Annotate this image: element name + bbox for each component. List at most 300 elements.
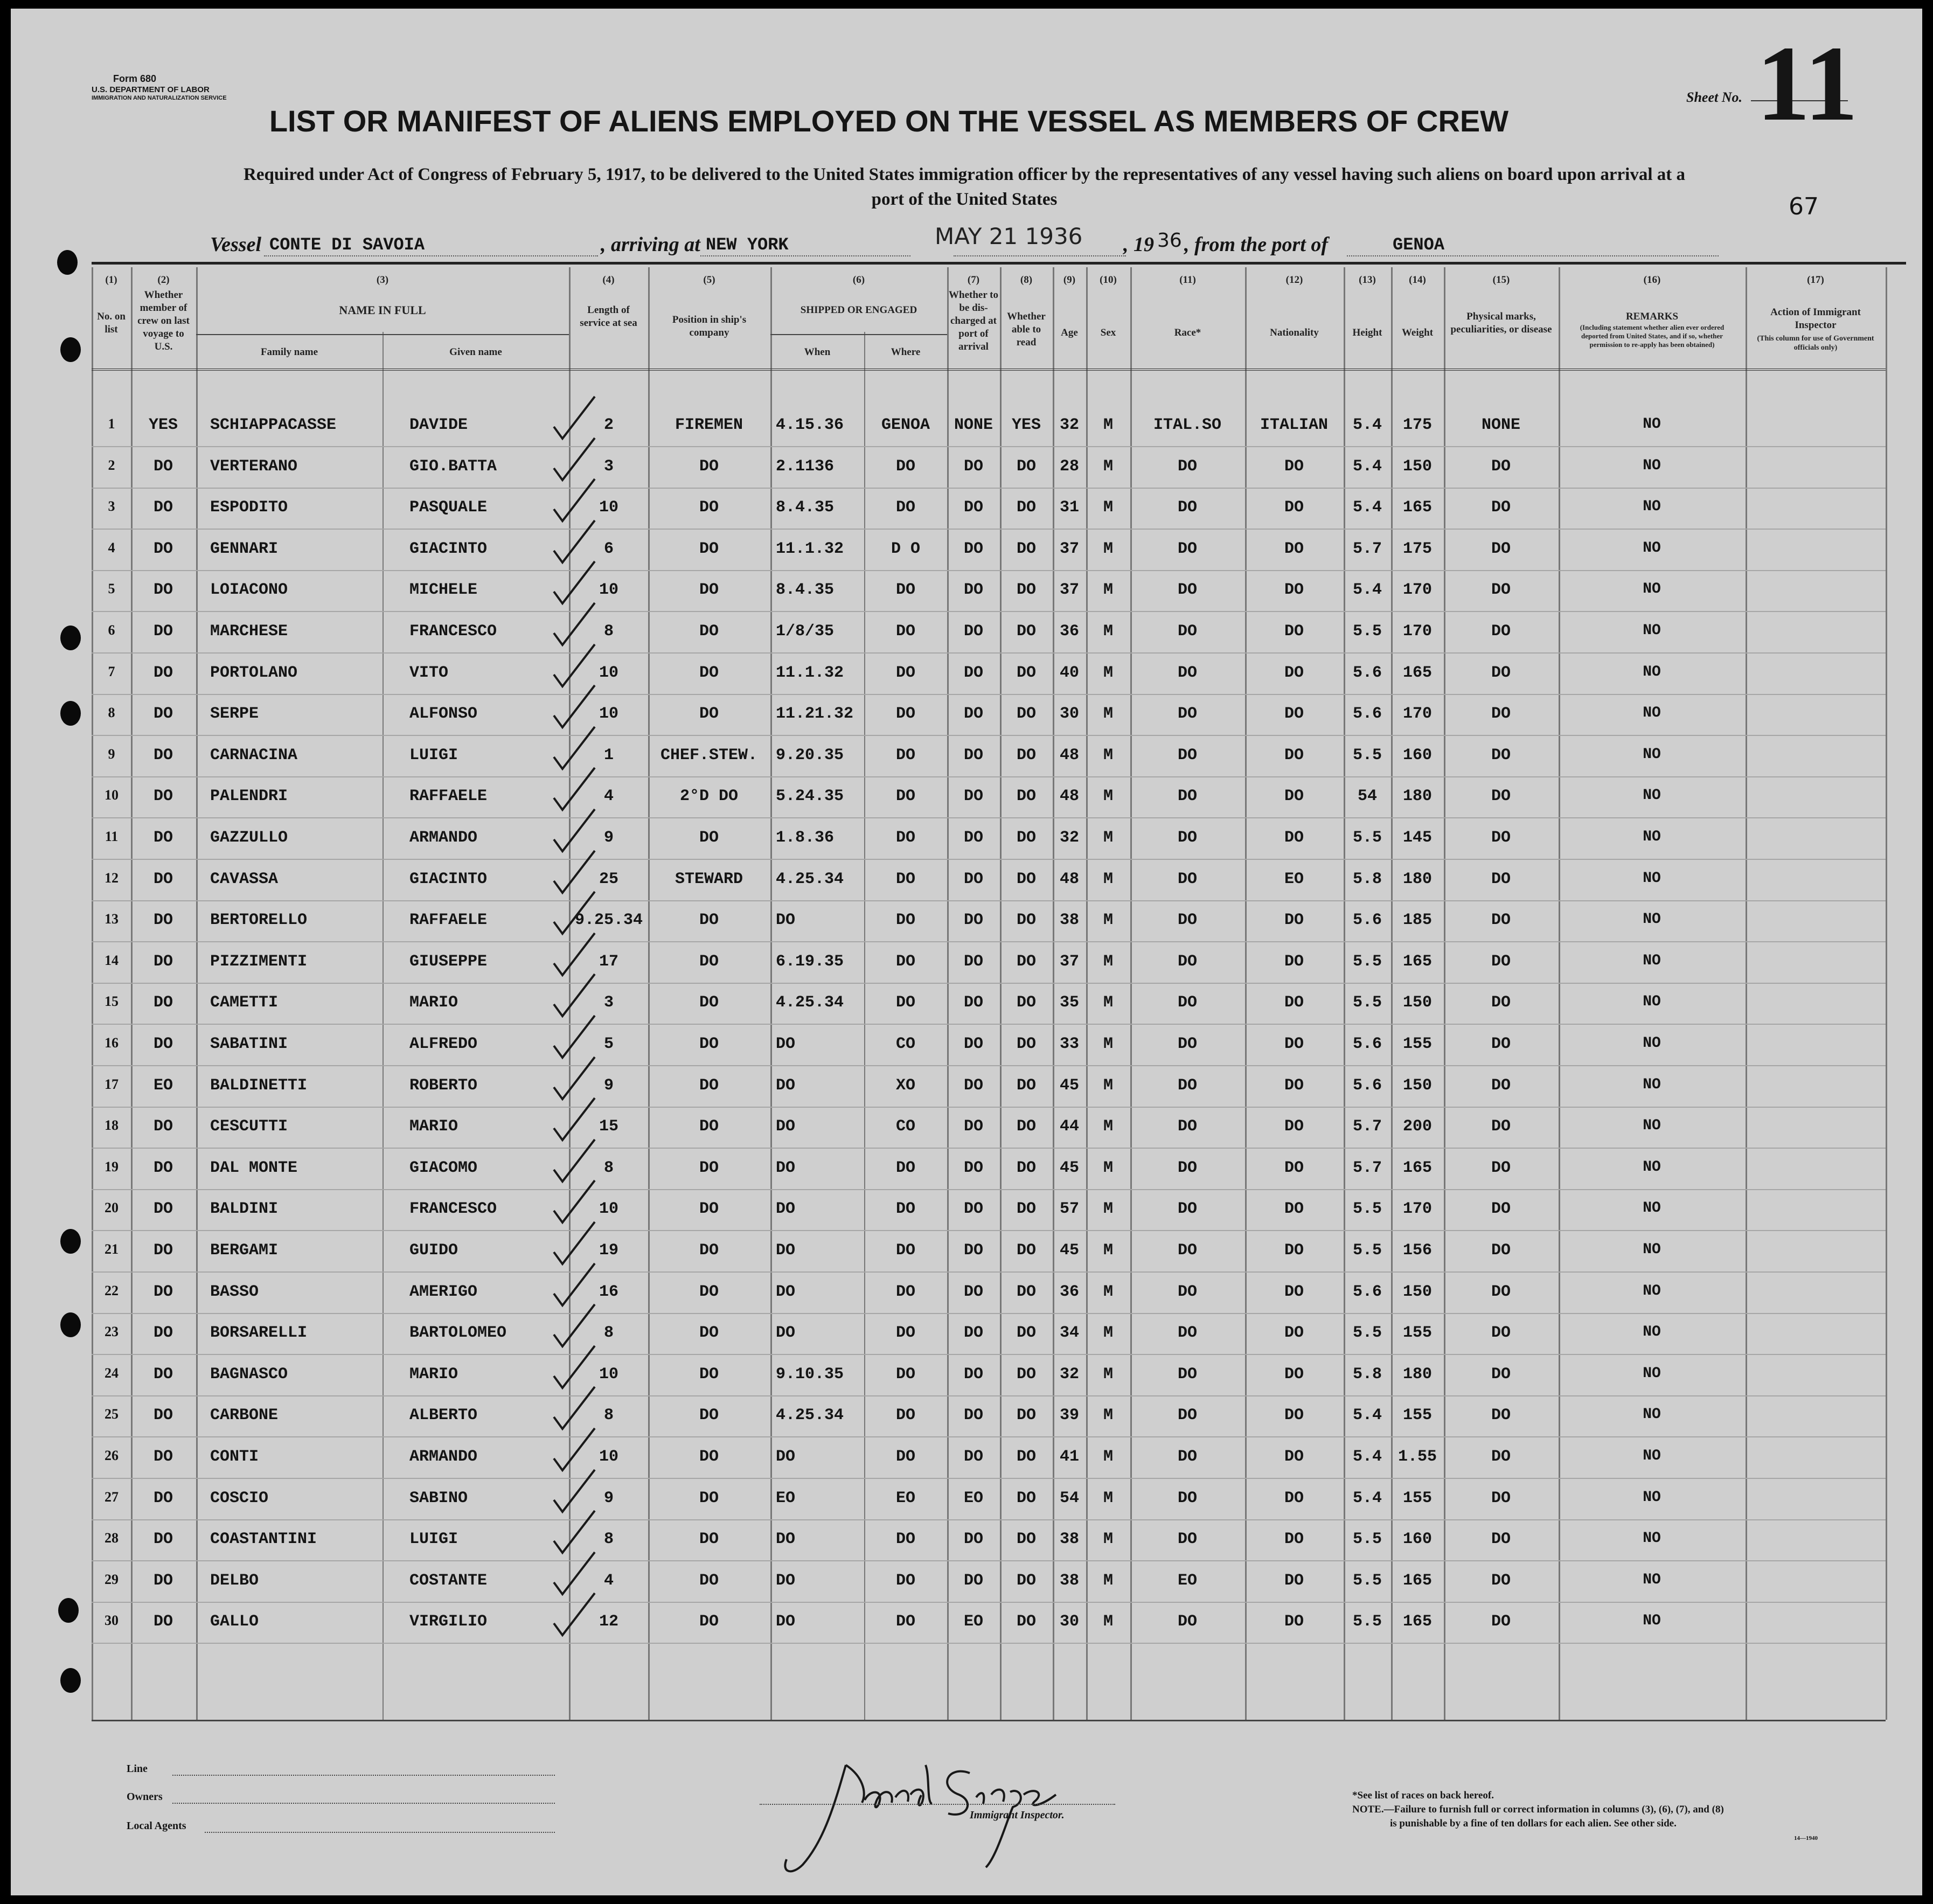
row-7-weight: 165 — [1402, 663, 1432, 682]
row-14-given: GIUSEPPE — [409, 952, 488, 971]
row-29-position: DO — [699, 1571, 719, 1590]
row-19-race: DO — [1177, 1158, 1197, 1177]
row-23-prev: DO — [153, 1324, 173, 1343]
row-3-family: ESPODITO — [210, 498, 288, 517]
col-14-label: Weight — [1401, 327, 1434, 338]
row-10-where: DO — [895, 787, 915, 806]
row-25-nationality: DO — [1284, 1406, 1304, 1425]
row-30-sex: M — [1103, 1613, 1113, 1631]
row-6-prev: DO — [153, 622, 173, 641]
row-21-marks: DO — [1491, 1241, 1511, 1260]
table-bottom-border — [92, 1720, 1886, 1721]
row-2-race: DO — [1177, 457, 1197, 476]
year-prefix: , 19 — [1123, 233, 1154, 256]
row-4-family: GENNARI — [210, 539, 279, 558]
row-20-sex: M — [1103, 1200, 1113, 1219]
row-25-no: 25 — [105, 1406, 119, 1422]
signature-caption: Immigrant Inspector. — [970, 1809, 1065, 1821]
row-24-height: 5.8 — [1352, 1365, 1382, 1384]
row-9-height: 5.5 — [1352, 746, 1382, 765]
check-mark-icon — [550, 1590, 598, 1638]
row-2-height: 5.4 — [1352, 457, 1382, 476]
row-17-where: XO — [895, 1076, 915, 1095]
row-30-discharged: EO — [963, 1613, 983, 1631]
row-2-where: DO — [895, 457, 915, 476]
row-3-height: 5.4 — [1352, 498, 1382, 517]
row-3-weight: 165 — [1402, 498, 1432, 517]
row-20-nationality: DO — [1284, 1200, 1304, 1219]
row-4-marks: DO — [1491, 539, 1511, 558]
row-26-remarks: NO — [1643, 1448, 1661, 1464]
row-27-nationality: DO — [1284, 1489, 1304, 1507]
row-8-where: DO — [895, 705, 915, 724]
row-20-no: 20 — [105, 1200, 119, 1216]
row-24-given: MARIO — [409, 1365, 458, 1384]
row-3-where: DO — [895, 498, 915, 517]
row-rule — [92, 1602, 1886, 1603]
row-8-prev: DO — [153, 705, 173, 724]
col-6-where: Where — [891, 346, 921, 358]
row-rule — [92, 611, 1886, 612]
row-14-age: 37 — [1059, 952, 1079, 971]
row-11-remarks: NO — [1643, 829, 1661, 845]
row-8-height: 5.6 — [1352, 705, 1382, 724]
row-9-remarks: NO — [1643, 746, 1661, 763]
row-17-prev: EO — [153, 1076, 173, 1095]
row-6-position: DO — [699, 622, 719, 641]
row-21-no: 21 — [105, 1241, 119, 1257]
row-30-height: 5.5 — [1352, 1613, 1382, 1631]
row-5-weight: 170 — [1402, 581, 1432, 600]
row-14-race: DO — [1177, 952, 1197, 971]
row-11-no: 11 — [105, 829, 119, 844]
note-line-1: NOTE.—Failure to furnish full or correct information in columns (3), (6), (7), and (8) — [1352, 1804, 1724, 1815]
row-20-age: 57 — [1059, 1200, 1079, 1219]
row-10-position: 2°D DO — [679, 787, 739, 806]
row-12-family: CAVASSA — [210, 870, 279, 888]
row-8-nationality: DO — [1284, 705, 1304, 724]
row-15-given: MARIO — [409, 993, 458, 1012]
signature-underline — [760, 1804, 1115, 1805]
row-21-race: DO — [1177, 1241, 1197, 1260]
row-6-weight: 170 — [1402, 622, 1432, 641]
row-9-race: DO — [1177, 746, 1197, 765]
row-11-marks: DO — [1491, 829, 1511, 847]
row-1-no: 1 — [108, 416, 115, 432]
row-23-position: DO — [699, 1324, 719, 1343]
row-24-when: 9.10.35 — [776, 1365, 844, 1384]
row-21-position: DO — [699, 1241, 719, 1260]
row-9-service: 1 — [603, 746, 614, 765]
row-20-remarks: NO — [1643, 1200, 1661, 1217]
header-bottom-rule — [92, 369, 1886, 371]
row-2-nationality: DO — [1284, 457, 1304, 476]
row-16-discharged: DO — [963, 1035, 983, 1053]
row-26-given: ARMANDO — [409, 1448, 478, 1466]
row-14-service: 17 — [599, 952, 618, 971]
row-27-prev: DO — [153, 1489, 173, 1507]
row-30-race: DO — [1177, 1613, 1197, 1631]
col-16-number: (16) — [1643, 274, 1661, 286]
row-rule — [92, 1148, 1886, 1149]
row-20-where: DO — [895, 1200, 915, 1219]
row-11-sex: M — [1103, 829, 1113, 847]
row-29-nationality: DO — [1284, 1571, 1304, 1590]
row-5-position: DO — [699, 581, 719, 600]
row-rule — [92, 446, 1886, 447]
row-29-prev: DO — [153, 1571, 173, 1590]
row-19-nationality: DO — [1284, 1158, 1304, 1177]
column-divider — [770, 267, 772, 1720]
arrival-date-stamp: MAY 21 1936 — [935, 223, 1083, 249]
row-7-height: 5.6 — [1352, 663, 1382, 682]
row-18-position: DO — [699, 1117, 719, 1136]
col-8-number: (8) — [1020, 274, 1033, 286]
row-23-sex: M — [1103, 1324, 1113, 1343]
row-2-age: 28 — [1059, 457, 1079, 476]
row-9-when: 9.20.35 — [776, 746, 844, 765]
row-1-given: DAVIDE — [409, 416, 468, 434]
row-20-race: DO — [1177, 1200, 1197, 1219]
row-25-age: 39 — [1059, 1406, 1079, 1425]
row-12-marks: DO — [1491, 870, 1511, 888]
row-1-age: 32 — [1059, 416, 1079, 434]
row-23-family: BORSARELLI — [210, 1324, 308, 1343]
row-23-given: BARTOLOMEO — [409, 1324, 507, 1343]
date-underline — [954, 255, 1126, 256]
row-28-height: 5.5 — [1352, 1530, 1382, 1549]
page-title: LIST OR MANIFEST OF ALIENS EMPLOYED ON THE VESSEL AS MEMBERS OF CREW — [269, 104, 1509, 138]
row-5-no: 5 — [108, 581, 115, 597]
row-4-discharged: DO — [963, 539, 983, 558]
row-6-discharged: DO — [963, 622, 983, 641]
row-28-sex: M — [1103, 1530, 1113, 1549]
row-27-remarks: NO — [1643, 1489, 1661, 1506]
row-6-family: MARCHESE — [210, 622, 288, 641]
row-17-service: 9 — [603, 1076, 614, 1095]
row-13-remarks: NO — [1643, 911, 1661, 928]
row-1-discharged: NONE — [954, 416, 993, 434]
row-5-prev: DO — [153, 581, 173, 600]
row-2-given: GIO.BATTA — [409, 457, 497, 476]
row-23-discharged: DO — [963, 1324, 983, 1343]
row-21-weight: 156 — [1402, 1241, 1432, 1260]
row-15-weight: 150 — [1402, 993, 1432, 1012]
row-24-no: 24 — [105, 1365, 119, 1381]
row-27-age: 54 — [1059, 1489, 1079, 1507]
row-10-age: 48 — [1059, 787, 1079, 806]
row-30-family: GALLO — [210, 1613, 259, 1631]
row-23-remarks: NO — [1643, 1324, 1661, 1341]
row-11-discharged: DO — [963, 829, 983, 847]
col-7-number: (7) — [967, 274, 980, 286]
row-7-remarks: NO — [1643, 663, 1661, 680]
row-10-race: DO — [1177, 787, 1197, 806]
row-13-when: DO — [776, 911, 796, 930]
row-16-service: 5 — [603, 1035, 614, 1053]
row-28-family: COASTANTINI — [210, 1530, 317, 1549]
row-23-service: 8 — [603, 1324, 614, 1343]
row-17-remarks: NO — [1643, 1076, 1661, 1093]
row-23-where: DO — [895, 1324, 915, 1343]
row-8-age: 30 — [1059, 705, 1079, 724]
col-4-number: (4) — [602, 274, 615, 286]
row-18-family: CESCUTTI — [210, 1117, 288, 1136]
table-top-border — [92, 262, 1906, 265]
row-2-discharged: DO — [963, 457, 983, 476]
row-10-service: 4 — [603, 787, 614, 806]
row-20-family: BALDINI — [210, 1200, 279, 1219]
row-12-service: 25 — [599, 870, 618, 888]
row-6-height: 5.5 — [1352, 622, 1382, 641]
row-2-sex: M — [1103, 457, 1113, 476]
row-22-weight: 150 — [1402, 1282, 1432, 1301]
row-9-sex: M — [1103, 746, 1113, 765]
row-5-discharged: DO — [963, 581, 983, 600]
row-19-height: 5.7 — [1352, 1158, 1382, 1177]
row-4-weight: 175 — [1402, 539, 1432, 558]
row-3-when: 8.4.35 — [776, 498, 835, 517]
row-8-race: DO — [1177, 705, 1197, 724]
col-2-number: (2) — [157, 274, 170, 286]
row-17-given: ROBERTO — [409, 1076, 478, 1095]
row-5-family: LOIACONO — [210, 581, 288, 600]
row-8-remarks: NO — [1643, 705, 1661, 722]
row-10-discharged: DO — [963, 787, 983, 806]
row-6-read: DO — [1016, 622, 1036, 641]
row-5-where: DO — [895, 581, 915, 600]
col-9-label: Age — [1061, 327, 1078, 338]
row-6-marks: DO — [1491, 622, 1511, 641]
row-21-height: 5.5 — [1352, 1241, 1382, 1260]
row-2-family: VERTERANO — [210, 457, 298, 476]
row-22-prev: DO — [153, 1282, 173, 1301]
row-17-family: BALDINETTI — [210, 1076, 308, 1095]
row-16-no: 16 — [105, 1035, 119, 1051]
row-15-where: DO — [895, 993, 915, 1012]
row-14-marks: DO — [1491, 952, 1511, 971]
row-8-no: 8 — [108, 705, 115, 721]
row-15-read: DO — [1016, 993, 1036, 1012]
agents-underline — [205, 1832, 555, 1833]
row-7-age: 40 — [1059, 663, 1079, 682]
row-11-race: DO — [1177, 829, 1197, 847]
agents-label: Local Agents — [127, 1820, 186, 1832]
row-30-remarks: NO — [1643, 1613, 1661, 1630]
row-8-position: DO — [699, 705, 719, 724]
col-16-note: (Including statement whether alien ever ordered deported from United States, and if so, whether permission to re-apply has been obtained) — [1580, 323, 1725, 349]
column-divider — [1746, 267, 1747, 1720]
row-28-service: 8 — [603, 1530, 614, 1549]
row-14-read: DO — [1016, 952, 1036, 971]
row-12-nationality: EO — [1284, 870, 1304, 888]
row-23-marks: DO — [1491, 1324, 1511, 1343]
col-5-label: Position in ship's company — [672, 314, 747, 338]
punch-hole — [57, 250, 78, 275]
row-23-read: DO — [1016, 1324, 1036, 1343]
row-5-height: 5.4 — [1352, 581, 1382, 600]
row-12-sex: M — [1103, 870, 1113, 888]
row-13-nationality: DO — [1284, 911, 1304, 930]
row-2-remarks: NO — [1643, 457, 1661, 474]
row-10-weight: 180 — [1402, 787, 1432, 806]
row-23-nationality: DO — [1284, 1324, 1304, 1343]
row-18-no: 18 — [105, 1117, 119, 1134]
row-18-read: DO — [1016, 1117, 1036, 1136]
arriving-port: NEW YORK — [706, 235, 789, 255]
row-rule — [92, 1107, 1886, 1108]
row-2-marks: DO — [1491, 457, 1511, 476]
row-24-age: 32 — [1059, 1365, 1079, 1384]
row-5-sex: M — [1103, 581, 1113, 600]
row-13-service: 9.25.34 — [574, 911, 643, 930]
row-16-prev: DO — [153, 1035, 173, 1053]
row-25-discharged: DO — [963, 1406, 983, 1425]
row-12-race: DO — [1177, 870, 1197, 888]
row-4-sex: M — [1103, 539, 1113, 558]
row-11-position: DO — [699, 829, 719, 847]
row-23-when: DO — [776, 1324, 796, 1343]
row-rule — [92, 1354, 1886, 1355]
row-18-prev: DO — [153, 1117, 173, 1136]
column-divider — [1886, 267, 1887, 1720]
row-30-service: 12 — [599, 1613, 618, 1631]
row-16-height: 5.6 — [1352, 1035, 1382, 1053]
from-label: , from the port of — [1184, 233, 1329, 256]
row-2-when: 2.1136 — [776, 457, 835, 476]
row-22-position: DO — [699, 1282, 719, 1301]
row-22-sex: M — [1103, 1282, 1113, 1301]
row-27-race: DO — [1177, 1489, 1197, 1507]
row-6-given: FRANCESCO — [409, 622, 497, 641]
row-1-family: SCHIAPPACASSE — [210, 416, 337, 434]
row-9-family: CARNACINA — [210, 746, 298, 765]
row-rule — [92, 817, 1886, 818]
row-12-height: 5.8 — [1352, 870, 1382, 888]
row-18-nationality: DO — [1284, 1117, 1304, 1136]
row-rule — [92, 941, 1886, 942]
row-18-service: 15 — [599, 1117, 618, 1136]
row-18-marks: DO — [1491, 1117, 1511, 1136]
row-27-weight: 155 — [1402, 1489, 1432, 1507]
row-13-race: DO — [1177, 911, 1197, 930]
row-20-prev: DO — [153, 1200, 173, 1219]
row-17-race: DO — [1177, 1076, 1197, 1095]
row-15-position: DO — [699, 993, 719, 1012]
owners-underline — [172, 1803, 555, 1804]
row-22-marks: DO — [1491, 1282, 1511, 1301]
row-7-family: PORTOLANO — [210, 663, 298, 682]
row-16-nationality: DO — [1284, 1035, 1304, 1053]
row-3-marks: DO — [1491, 498, 1511, 517]
col-12-number: (12) — [1285, 274, 1303, 286]
row-11-when: 1.8.36 — [776, 829, 835, 847]
note-line-2: is punishable by a fine of ten dollars for each alien. See other side. — [1390, 1818, 1677, 1829]
row-13-marks: DO — [1491, 911, 1511, 930]
row-6-sex: M — [1103, 622, 1113, 641]
row-17-nationality: DO — [1284, 1076, 1304, 1095]
row-13-family: BERTORELLO — [210, 911, 308, 930]
arriving-label: , arriving at — [601, 233, 700, 256]
row-3-service: 10 — [599, 498, 618, 517]
row-4-read: DO — [1016, 539, 1036, 558]
department-name: U.S. DEPARTMENT OF LABOR — [92, 85, 210, 94]
row-7-discharged: DO — [963, 663, 983, 682]
row-21-read: DO — [1016, 1241, 1036, 1260]
row-17-height: 5.6 — [1352, 1076, 1382, 1095]
row-29-sex: M — [1103, 1571, 1113, 1590]
row-14-family: PIZZIMENTI — [210, 952, 308, 971]
row-1-sex: M — [1103, 416, 1113, 434]
row-16-age: 33 — [1059, 1035, 1079, 1053]
row-1-read: YES — [1011, 416, 1041, 434]
row-9-nationality: DO — [1284, 746, 1304, 765]
row-19-sex: M — [1103, 1158, 1113, 1177]
row-9-age: 48 — [1059, 746, 1079, 765]
row-24-race: DO — [1177, 1365, 1197, 1384]
service-name: IMMIGRATION AND NATURALIZATION SERVICE — [92, 95, 227, 101]
col-1-label: No. on list — [97, 311, 126, 335]
row-6-when: 1/8/35 — [776, 622, 835, 641]
row-21-nationality: DO — [1284, 1241, 1304, 1260]
row-rule — [92, 1519, 1886, 1520]
row-5-given: MICHELE — [409, 581, 478, 600]
row-28-marks: DO — [1491, 1530, 1511, 1549]
row-5-remarks: NO — [1643, 581, 1661, 598]
shipped-header-rule — [770, 334, 947, 335]
row-9-read: DO — [1016, 746, 1036, 765]
row-25-position: DO — [699, 1406, 719, 1425]
row-19-family: DAL MONTE — [210, 1158, 298, 1177]
row-24-weight: 180 — [1402, 1365, 1432, 1384]
row-17-weight: 150 — [1402, 1076, 1432, 1095]
row-rule — [92, 900, 1886, 901]
col-16-label: REMARKS — [1625, 311, 1679, 322]
row-3-age: 31 — [1059, 498, 1079, 517]
row-27-position: DO — [699, 1489, 719, 1507]
row-19-remarks: NO — [1643, 1158, 1661, 1176]
row-14-weight: 165 — [1402, 952, 1432, 971]
row-23-weight: 155 — [1402, 1324, 1432, 1343]
col-4-label: Length of service at sea — [580, 304, 637, 329]
row-7-when: 11.1.32 — [776, 663, 844, 682]
row-18-weight: 200 — [1402, 1117, 1432, 1136]
row-1-nationality: ITALIAN — [1260, 416, 1329, 434]
row-8-sex: M — [1103, 705, 1113, 724]
row-30-age: 30 — [1059, 1613, 1079, 1631]
row-7-sex: M — [1103, 663, 1113, 682]
row-15-age: 35 — [1059, 993, 1079, 1012]
row-9-marks: DO — [1491, 746, 1511, 765]
row-14-no: 14 — [105, 952, 119, 968]
row-29-age: 38 — [1059, 1571, 1079, 1590]
row-24-remarks: NO — [1643, 1365, 1661, 1382]
row-3-discharged: DO — [963, 498, 983, 517]
row-17-sex: M — [1103, 1076, 1113, 1095]
row-9-prev: DO — [153, 746, 173, 765]
row-30-given: VIRGILIO — [409, 1613, 488, 1631]
row-28-no: 28 — [105, 1530, 119, 1546]
row-15-height: 5.5 — [1352, 993, 1382, 1012]
col-8-label: Whether able to read — [1007, 311, 1046, 348]
row-27-discharged: EO — [963, 1489, 983, 1507]
row-14-where: DO — [895, 952, 915, 971]
row-22-height: 5.6 — [1352, 1282, 1382, 1301]
row-4-height: 5.7 — [1352, 539, 1382, 558]
row-20-position: DO — [699, 1200, 719, 1219]
row-26-prev: DO — [153, 1448, 173, 1466]
row-12-position: STEWARD — [675, 870, 743, 888]
